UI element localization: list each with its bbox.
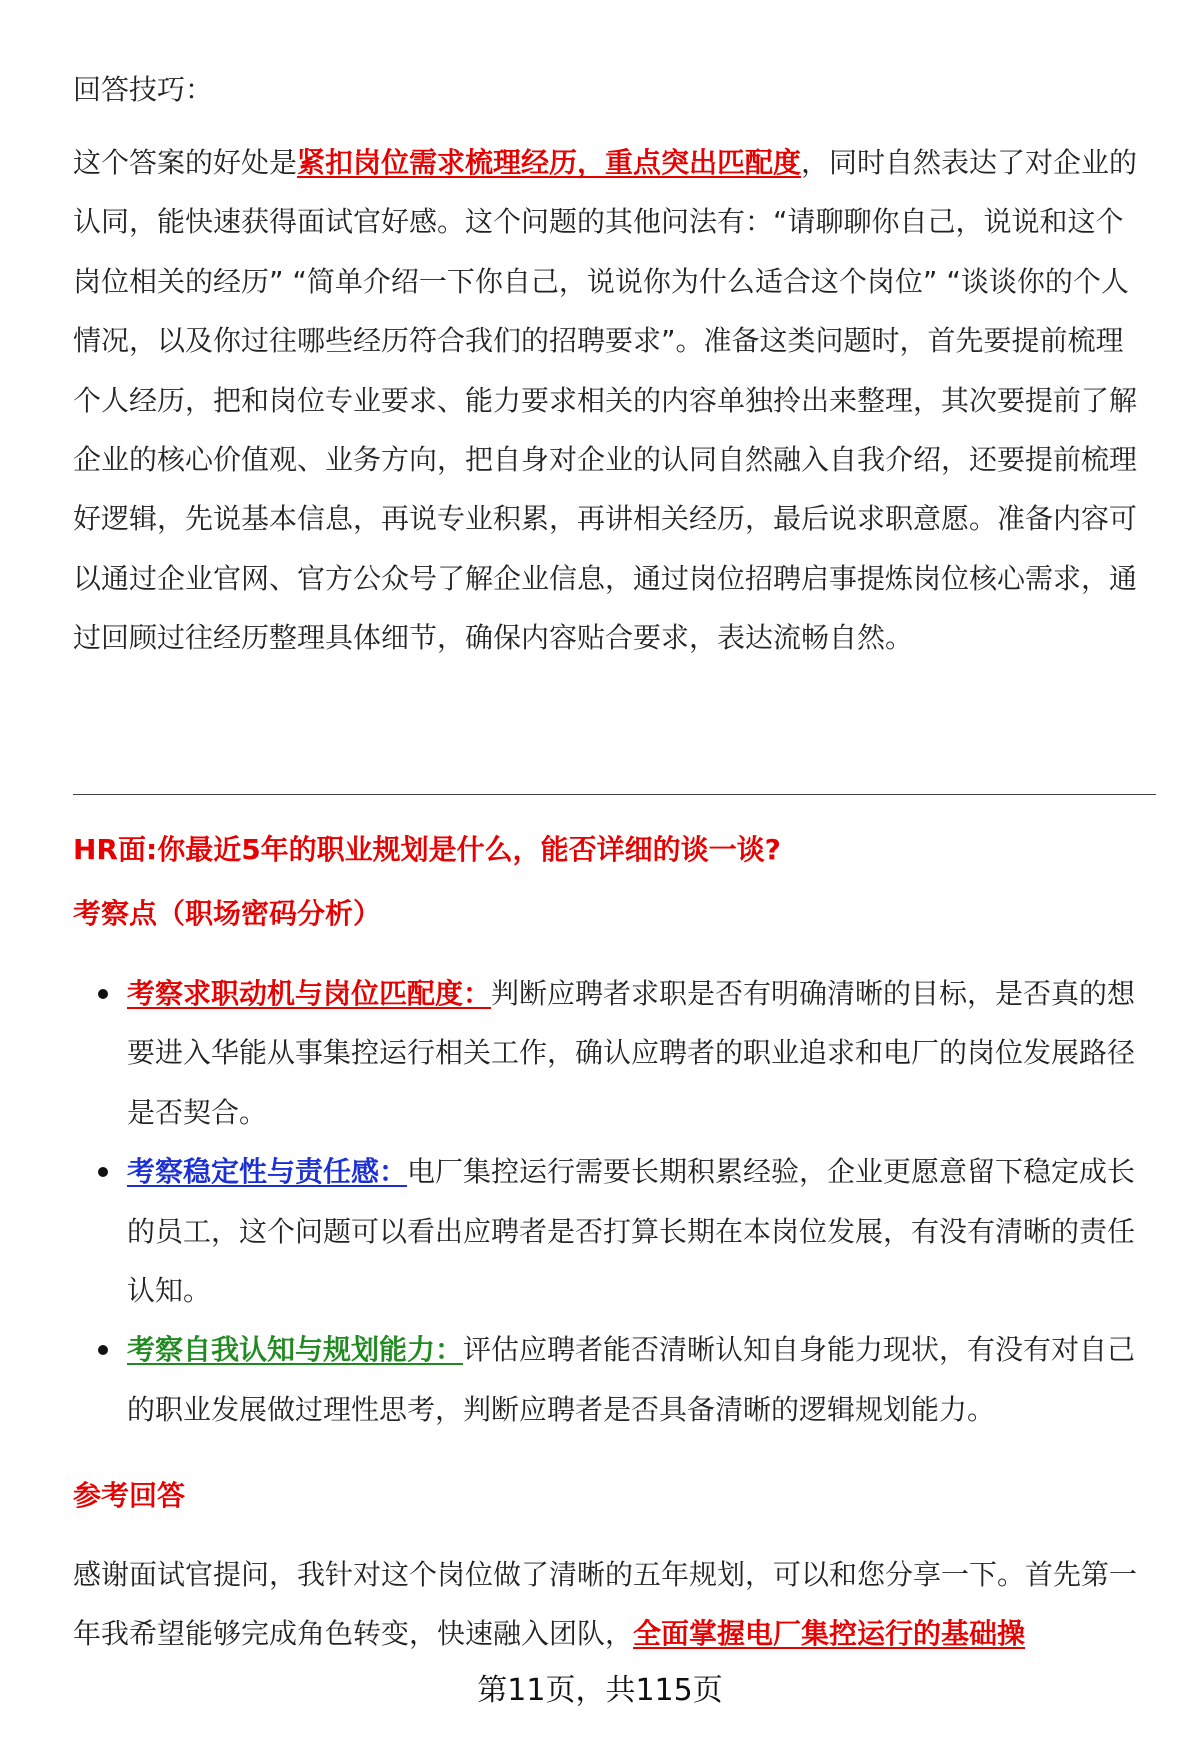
reference-paragraph bbox=[73, 1545, 1148, 1664]
reference-title: 参考回答 bbox=[73, 1479, 186, 1512]
bullet-dot bbox=[98, 1167, 108, 1177]
tips-paragraph-prefix: 这个答案的好处是 bbox=[73, 146, 298, 179]
bullet-text: 判断应聘者求职是否有明确清晰的目标，是否真的想要进入华能从事集控运行相关工作，确认应聘者的职业追求和电厂的岗位发展路径是否契合。 bbox=[127, 977, 1136, 1129]
bullet-label: 考察求职动机与岗位匹配度： bbox=[127, 977, 492, 1010]
tips-paragraph-highlight: 紧扣岗位需求梳理经历，重点突出匹配度 bbox=[297, 146, 802, 179]
tips-paragraph bbox=[73, 133, 1148, 668]
tips-paragraph-suffix: ，同时自然表达了对企业的认同，能快速获得面试官好感。这个问题的其他问法有：“请聊聊你自己，说说和这个岗位相关的经历” “简单介绍一下你自己，说说你为什么适合这个岗位” “谈谈你的个人情况，以及你过往哪些经历符合我们的招聘要求”。准备这类问题时，首先要提前梳理个人经历，把和岗位专业要求、能力要求相关的内容单独拎出来整理，其次要提前了解企业的核心价值观、业务方向，把自身对企业的认同自然融入自我介绍，还要提前梳理好逻辑，先说基本信息，再说专业积累，再讲相关经历，最后说求职意愿。准备内容可以通过企业官网、官方公众号了解企业信息，通过岗位招聘启事提炼岗位核心需求，通过回顾过往经历整理具体细节，确保内容贴合要求，表达流畅自然。 bbox=[73, 146, 1138, 655]
section-divider bbox=[73, 794, 1156, 795]
bullet-item bbox=[127, 1142, 1152, 1320]
bullet-label: 考察稳定性与责任感： bbox=[127, 1155, 408, 1189]
reference-paragraph-highlight: 全面掌握电厂集控运行的基础操 bbox=[633, 1617, 1026, 1651]
bullet-text: 电厂集控运行需要长期积累经验，企业更愿意留下稳定成长的员工，这个问题可以看出应聘者是否打算长期在本岗位发展，有没有清晰的责任认知。 bbox=[127, 1155, 1136, 1308]
bullet-item bbox=[127, 964, 1152, 1142]
tips-label: 回答技巧： bbox=[73, 73, 214, 106]
bullet-text: 评估应聘者能否清晰认知自身能力现状，有没有对自己的职业发展做过理性思考，判断应聘者是否具备清晰的逻辑规划能力。 bbox=[127, 1333, 1136, 1426]
question-title: HR面:你最近5年的职业规划是什么，能否详细的谈一谈? bbox=[73, 833, 781, 866]
page-footer: 第11页，共115页 bbox=[477, 1673, 723, 1708]
bullet-dot bbox=[98, 1345, 108, 1355]
reference-paragraph-prefix: 感谢面试官提问，我针对这个岗位做了清晰的五年规划，可以和您分享一下。首先第一年我希望能够完成角色转变，快速融入团队， bbox=[73, 1558, 1138, 1651]
bullet-label: 考察自我认知与规划能力： bbox=[127, 1333, 464, 1367]
analysis-bullet-list bbox=[127, 964, 1152, 1439]
bullet-item bbox=[127, 1320, 1152, 1439]
analysis-title: 考察点（职场密码分析） bbox=[73, 897, 382, 930]
bullet-dot bbox=[98, 989, 108, 999]
